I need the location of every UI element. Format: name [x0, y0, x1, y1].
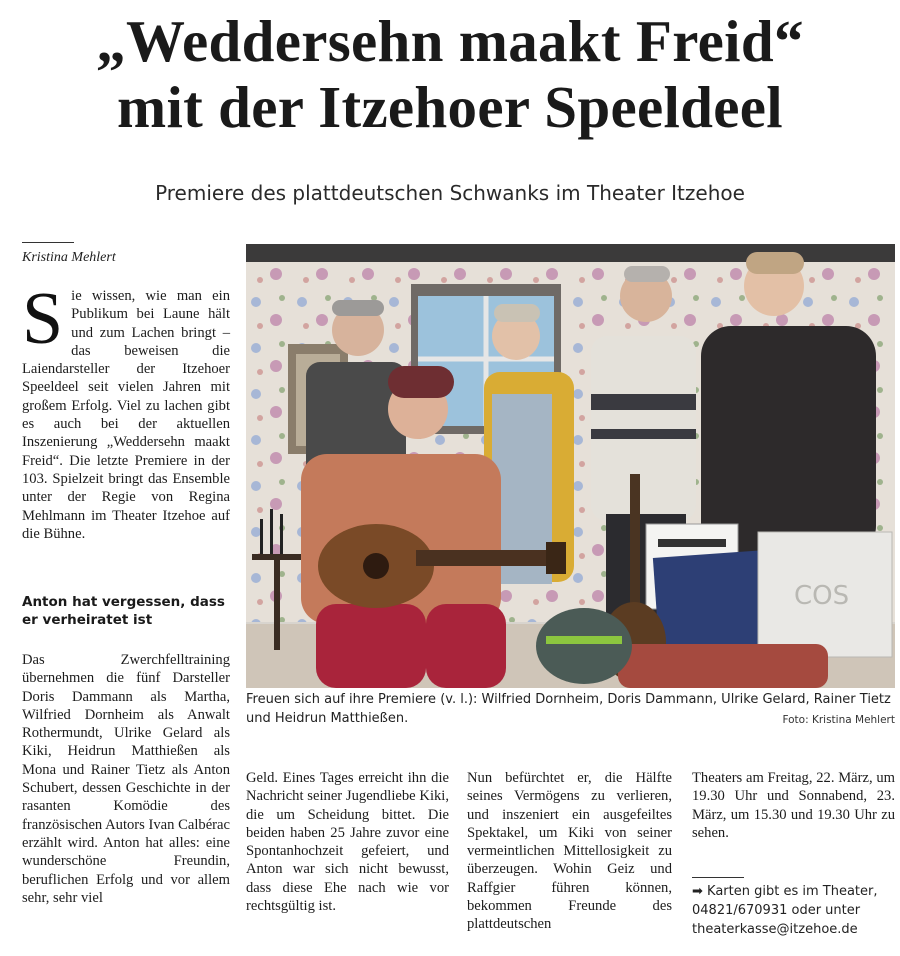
subheadline: Premiere des plattdeutschen Schwanks im Theater Itzehoe	[155, 181, 745, 205]
body-column-4: Theaters am Freitag, 22. März, um 19.30 Uhr und Sonnabend, 23. März, um 15.30 und 19.30 Uhr zu sehen.	[692, 770, 895, 841]
photo-credit: Foto: Kristina Mehlert	[782, 714, 895, 726]
body-column-3: Nun befürchtet er, die Hälfte seines Vermögens zu verlieren, und inszeniert ein ausgefeiltes Spektakel, um Kiki von seiner vermeintlichen Mittellosigkeit zu überzeugen. Wohin Geiz und Raffgier führen können, bekommen Freunde des plattdeutschen	[467, 770, 672, 933]
byline: Kristina Mehlert	[22, 250, 116, 265]
intro-paragraph	[22, 278, 230, 543]
body-column-2: Geld. Eines Tages erreicht ihn die Nachricht seiner Jugendliebe Kiki, die um Scheidung bittet. Die beiden haben 25 Jahre zuvor eine Spontanhochzeit gefeiert, und Anton war sich nicht bewusst, dass diese Ehe nach wie vor rechtsgültig ist.	[246, 770, 449, 915]
ticket-info-email: theaterkasse@itzehoe.de	[692, 922, 858, 937]
shopping-bag-text: COS	[794, 581, 850, 611]
section-subheading: Anton hat vergessen, dass er verheiratet ist	[22, 594, 225, 628]
ticket-info	[692, 882, 895, 939]
headline-line-2: mit der Itzehoer Speeldeel	[117, 74, 783, 140]
ticket-info-line-1: ➡ Karten gibt es im Theater,	[692, 884, 878, 899]
intro-text: ie wissen, wie man ein Publikum bei Laune hält und zum Lachen bringt – das beweisen die Laiendarsteller der Itzehoer Speeldeel seit vielen Jahren mit großem Erfolg. Viel zu lachen gibt es auch bei der aktuellen Inszenierung „Weddersehn maakt Freid“. Die letzte Premiere in der 103. Spielzeit bringt das Ensemble unter der Regie von Regina Mehlmann im Theater Itzehoe auf die Bühne.	[22, 288, 230, 542]
headline-line-1: „Weddersehn maakt Freid“	[96, 8, 804, 74]
photo-caption: Freuen sich auf ihre Premiere (v. l.): Wilfried Dornheim, Doris Dammann, Ulrike Gelard, Rainer Tietz und Heidrun Matthießen.	[246, 692, 891, 726]
drop-cap: S	[22, 278, 64, 360]
article-photo	[246, 244, 895, 688]
info-divider	[692, 877, 744, 878]
headline	[0, 8, 900, 140]
byline-divider	[22, 242, 74, 243]
ticket-info-line-2: 04821/670931 oder unter	[692, 903, 861, 918]
arrow-right-icon: ➡	[692, 884, 708, 899]
body-column-1: Das Zwerchfelltraining übernehmen die fünf Darsteller Doris Dammann als Martha, Wilfried Dornheim als Anwalt Rothermundt, Ulrike Gelard als Kiki, Heidrun Matthießen als Mona und Rainer Tietz als Anton Schubert, dessen Geschichte in der rasanten Komödie des französischen Autors Ivan Calbérac erzählt wird. Anton hat alles: eine wunderschöne Freundin, beruflichen Erfolg und vor allem sehr, sehr viel	[22, 652, 230, 906]
